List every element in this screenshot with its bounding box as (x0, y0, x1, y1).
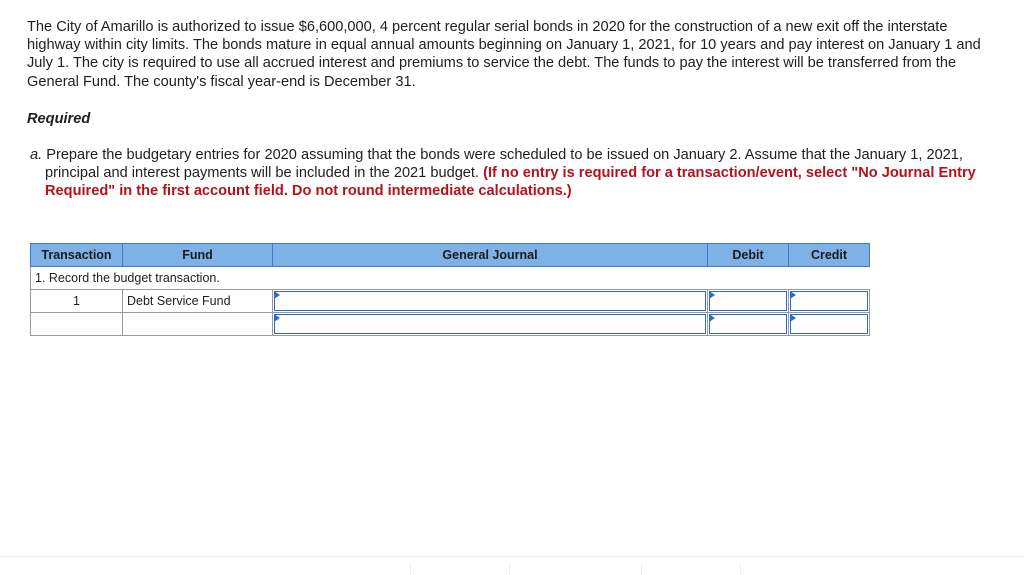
debit-input[interactable] (709, 291, 787, 311)
credit-input[interactable] (790, 291, 868, 311)
fund-name (123, 313, 273, 336)
debit-input[interactable] (709, 314, 787, 334)
input-indicator-icon (709, 314, 715, 322)
transaction-number: 1 (31, 290, 123, 313)
input-indicator-icon (790, 314, 796, 322)
table-row (31, 313, 870, 336)
account-dropdown[interactable] (273, 290, 708, 313)
debit-input-cell[interactable] (708, 313, 789, 336)
part-a-letter: a. (30, 147, 43, 163)
footer-divider (740, 563, 741, 575)
credit-input[interactable] (790, 314, 868, 334)
credit-input-cell[interactable] (789, 313, 870, 336)
problem-intro: The City of Amarillo is authorized to issue $6,600,000, 4 percent regular serial bonds in 2020 for the construction of a new exit off the interstate highway within city limits. The bonds mature in equal annual amounts beginning on January 1, 2021, for 10 years and pay interest on January 1 and July 1. The city is required to use all accrued interest and premiums to service the debt. The funds to pay the interest will be transferred from the General Fund. The county's fiscal year-end is December 31. (27, 19, 981, 90)
dropdown-indicator-icon (274, 291, 280, 299)
transaction-number (31, 313, 123, 336)
section-row (31, 267, 870, 290)
table-row (31, 290, 870, 313)
header-general-journal: General Journal (273, 244, 708, 267)
journal-entry-table (30, 243, 870, 336)
account-input[interactable] (274, 291, 706, 311)
account-input[interactable] (274, 314, 706, 334)
input-indicator-icon (709, 291, 715, 299)
section-spacer (273, 267, 870, 290)
header-transaction: Transaction (31, 244, 123, 267)
credit-input-cell[interactable] (789, 290, 870, 313)
account-dropdown[interactable] (273, 313, 708, 336)
dropdown-indicator-icon (274, 314, 280, 322)
footer-divider (509, 563, 510, 575)
journal-header-row (31, 244, 870, 267)
header-credit: Credit (789, 244, 870, 267)
footer-divider (410, 563, 411, 575)
debit-input-cell[interactable] (708, 290, 789, 313)
footer-divider (0, 556, 1024, 557)
part-a-text: Prepare the budgetary entries for 2020 assuming that the bonds were scheduled to be issued on January 2. Assume that the January 1, 2021, principal and interest payments will be included in the 2021 budget. (42, 147, 963, 182)
input-indicator-icon (790, 291, 796, 299)
header-fund: Fund (123, 244, 273, 267)
section-label: 1. Record the budget transaction. (31, 267, 273, 290)
fund-name: Debt Service Fund (123, 290, 273, 313)
footer-divider (641, 563, 642, 575)
part-a-warning: (If no entry is required for a transaction/event, select "No Journal Entry Required" in the first account field. Do not round intermediate calculations.) (45, 165, 976, 200)
part-a-instructions (30, 146, 1015, 201)
required-heading: Required (27, 111, 91, 127)
header-debit: Debit (708, 244, 789, 267)
